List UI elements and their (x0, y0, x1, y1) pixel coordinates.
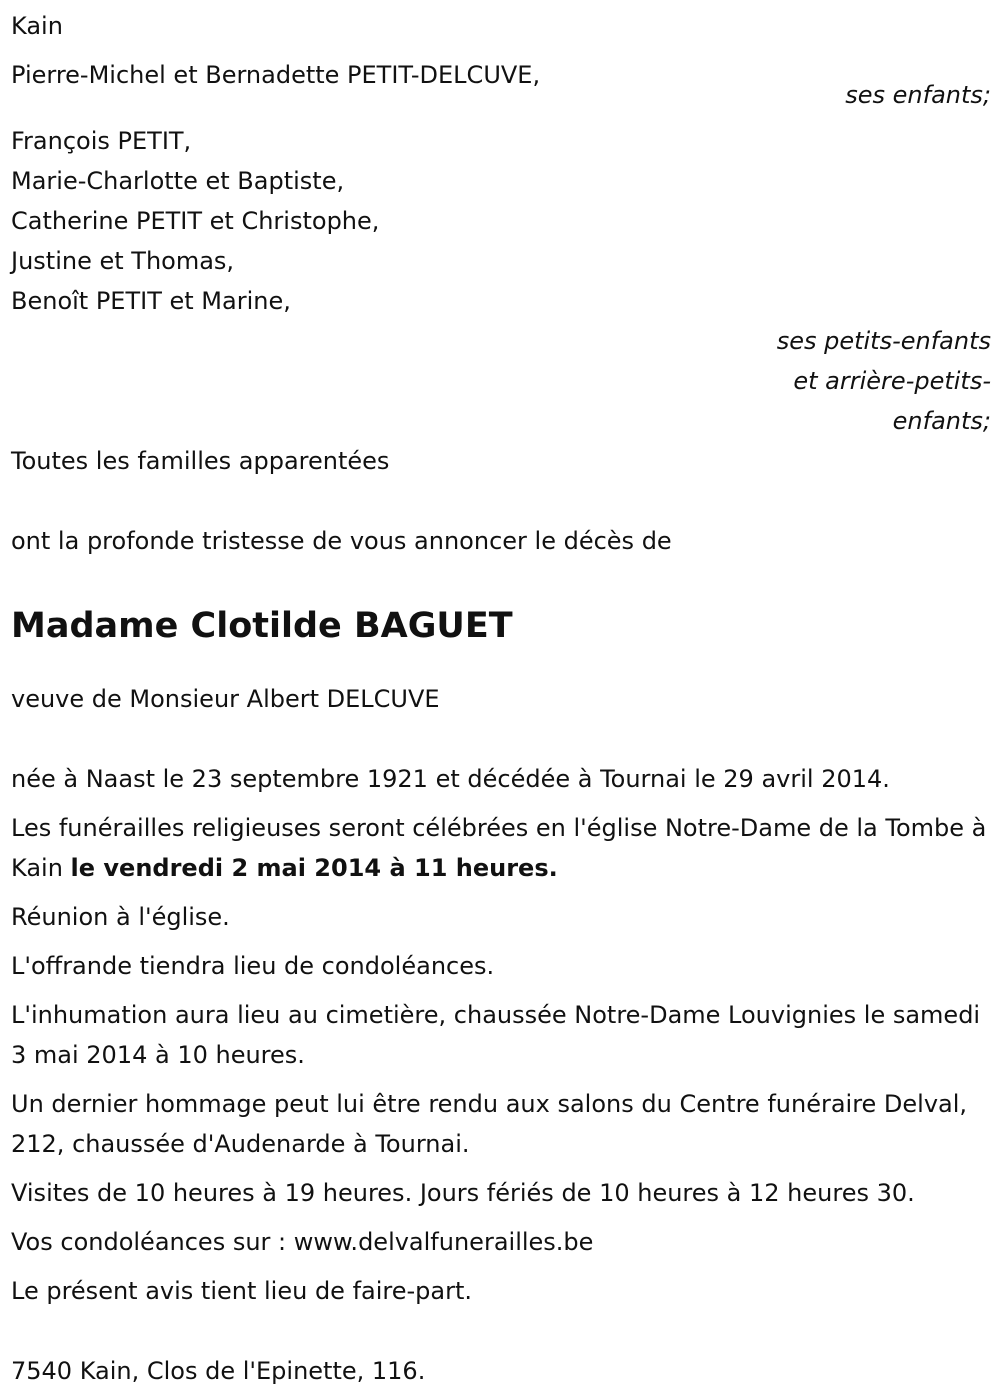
tribute-info: Un dernier hommage peut lui être rendu aux salons du Centre funéraire Delval, 212, chaussée d'Audenarde à Tournai. (11, 1090, 968, 1158)
grandchild-name: François PETIT, (11, 127, 192, 155)
families: Toutes les familles apparentées (11, 447, 390, 475)
deceased-name: Madame Clotilde BAGUET (11, 606, 513, 646)
grandchild-name: Marie-Charlotte et Baptiste, (11, 167, 345, 195)
grandchildren-list (11, 121, 991, 321)
burial-info: L'inhumation aura lieu au cimetière, chaussée Notre-Dame Louvignies le samedi 3 mai 2014 à 10 heures. (11, 1001, 981, 1069)
children-label: ses enfants; (845, 81, 991, 109)
address: 7540 Kain, Clos de l'Epinette, 116. (11, 1357, 426, 1385)
children-names: Pierre-Michel et Bernadette PETIT-DELCUVE, (11, 61, 541, 89)
funeral-text: Les funérailles religieuses seront célébrées en l'église Notre-Dame de la Tombe à Kain (11, 814, 987, 882)
grandchildren-label (11, 321, 991, 441)
offering: L'offrande tiendra lieu de condoléances. (11, 952, 495, 980)
location: Kain (11, 12, 63, 40)
grandchildren-label-line: enfants; (892, 407, 991, 435)
grandchildren-label-line: ses petits-enfants (776, 327, 991, 355)
birth-death: née à Naast le 23 septembre 1921 et décédée à Tournai le 29 avril 2014. (11, 765, 890, 793)
grandchildren-label-line: et arrière-petits- (793, 367, 991, 395)
grandchild-name: Benoît PETIT et Marine, (11, 287, 291, 315)
funeral-info (11, 808, 991, 888)
obituary-notice (11, 6, 991, 1391)
funeral-date: le vendredi 2 mai 2014 à 11 heures. (70, 854, 558, 882)
visits-info: Visites de 10 heures à 19 heures. Jours fériés de 10 heures à 12 heures 30. (11, 1179, 915, 1207)
grandchild-name: Justine et Thomas, (11, 247, 235, 275)
widow-of: veuve de Monsieur Albert DELCUVE (11, 685, 440, 713)
meeting: Réunion à l'église. (11, 903, 230, 931)
condolences-info: Vos condoléances sur : www.delvalfunerailles.be (11, 1228, 594, 1256)
notice: Le présent avis tient lieu de faire-part. (11, 1277, 473, 1305)
announcement: ont la profonde tristesse de vous annoncer le décès de (11, 527, 672, 555)
grandchild-name: Catherine PETIT et Christophe, (11, 207, 380, 235)
